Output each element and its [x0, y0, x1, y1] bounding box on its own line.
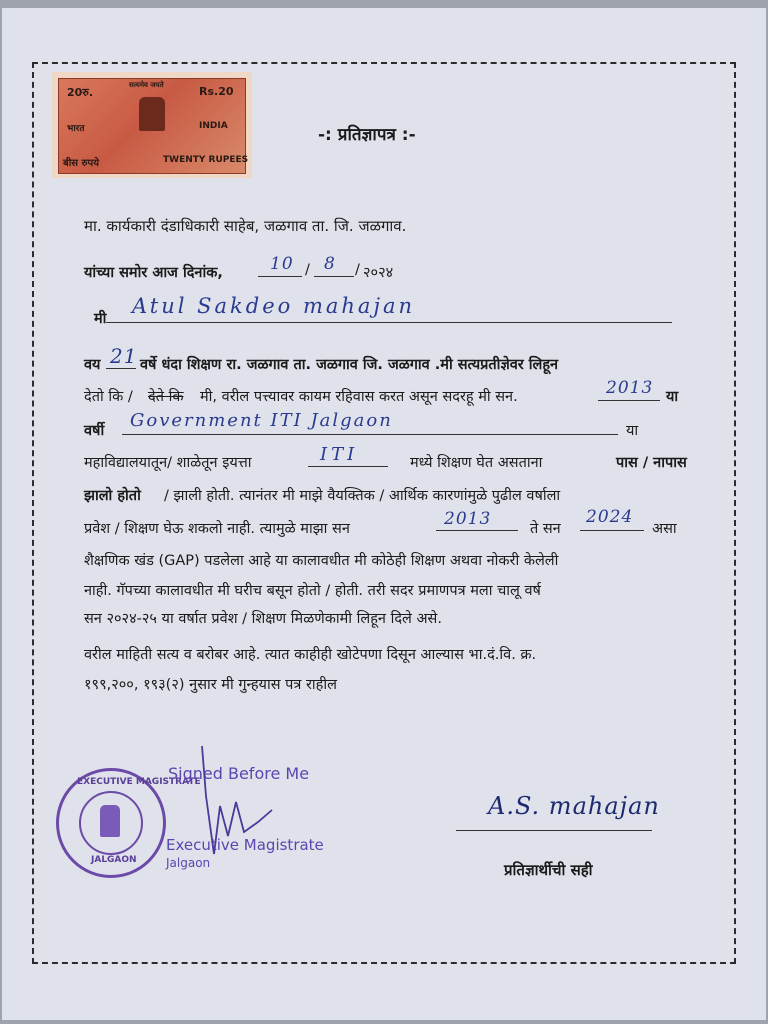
class-line: [308, 466, 388, 467]
emblem-icon: [139, 97, 165, 131]
paragraph-line-1: वर्षे धंदा शिक्षण रा. जळगाव ता. जळगाव जि. जळगाव .मी सत्यप्रतीज्ञेवर लिहून: [140, 357, 559, 373]
stamp-denomination-right: Rs.20: [199, 85, 234, 98]
stamp-denomination-left: 20रु.: [67, 86, 94, 99]
date-day-line: [258, 276, 302, 277]
institute-line: [122, 434, 618, 435]
magistrate-place: Jalgaon: [166, 856, 211, 870]
study-year: 2013: [606, 378, 654, 398]
gap-end-year: 2024: [586, 507, 634, 527]
p6-start: प्रवेश / शिक्षण घेऊ शकलो नाही. त्यामुळे माझा सन: [84, 521, 350, 537]
declaration-line-2: १९९,२००, १९३(२) नुसार मी गुन्हयास पत्र राहील: [84, 677, 337, 693]
signature-caption: प्रतिज्ञार्थीची सही: [504, 861, 593, 879]
declaration-line-1: वरील माहिती सत्य व बरोबर आहे. त्यात काहीही खोटेपणा दिसून आल्यास भा.दं.वि. क्र.: [84, 647, 537, 663]
institute-value: Government ITI Jalgaon: [130, 410, 393, 431]
stamp-paper-image: [52, 72, 252, 178]
paragraph-line-7: शैक्षणिक खंड (GAP) पडलेला आहे या कालावधीत मी कोठेही शिक्षण अथवा नोकरी केलेली: [84, 553, 559, 569]
p4-rest: मध्ये शिक्षण घेत असताना: [410, 455, 543, 471]
stamp-top-text: सत्यमेव जयते: [129, 81, 164, 89]
date-month: 8: [324, 254, 336, 274]
gap-start-year: 2013: [444, 509, 492, 529]
gap-end-line: [580, 530, 644, 531]
date-sep-2: /: [355, 262, 360, 278]
name-line: [106, 322, 672, 323]
paragraph-line-9: सन २०२४-२५ या वर्षात प्रवेश / शिक्षण मिळणेकामी लिहून दिले असे.: [84, 611, 442, 627]
age-value: 21: [110, 344, 138, 368]
p6-mid: ते सन: [530, 521, 561, 537]
p3-start: वर्षी: [84, 423, 105, 439]
class-value: ITI: [320, 444, 359, 465]
stamp-caption-right: TWENTY RUPEES: [163, 155, 249, 165]
age-label: वय: [84, 357, 101, 373]
date-prefix: यांच्या समोर आज दिनांक,: [84, 265, 223, 281]
applicant-signature: A.S. mahajan: [488, 792, 660, 820]
date-year: २०२४: [363, 265, 394, 281]
name-prefix: मी: [94, 311, 107, 327]
seal-ring-top: EXECUTIVE MAGISTRATE: [77, 777, 201, 787]
stamp-caption-left: बीस रुपये: [63, 158, 100, 169]
date-month-line: [314, 276, 354, 277]
document-title: -: प्रतिज्ञापत्र :-: [318, 125, 416, 145]
p6-end: असा: [652, 521, 677, 537]
stamp-design: [58, 78, 249, 174]
magistrate-seal: [56, 768, 201, 878]
p2-struck: देते कि: [148, 389, 184, 405]
date-sep-1: /: [305, 262, 310, 278]
addressee-line: मा. कार्यकारी दंडाधिकारी साहेब, जळगाव ता. जि. जळगाव.: [84, 217, 407, 235]
age-line: [106, 368, 136, 369]
stamp-text-left: भारत: [67, 124, 85, 134]
stamp-text-right: INDIA: [199, 121, 228, 131]
affidavit-sheet: [2, 8, 766, 1020]
seal-inner-ring: [79, 791, 143, 855]
p2-start: देतो कि /: [84, 389, 133, 405]
p5-bold: झालो होतो: [84, 488, 141, 504]
emblem-icon: [100, 805, 120, 837]
magistrate-designation: Executive Magistrate: [166, 836, 324, 854]
p4-bold: पास / नापास: [616, 455, 687, 471]
magistrate-signature-scribble: [180, 736, 290, 866]
p3-end: या: [626, 423, 639, 439]
name-value: Atul Sakdeo mahajan: [132, 294, 416, 318]
p2-rest: मी, वरील पत्त्यावर कायम रहिवास करत असून सदरहू मी सन.: [200, 389, 518, 405]
p2-end: या: [666, 389, 679, 405]
seal-ring-bottom: JALGAON: [91, 855, 137, 865]
date-day: 10: [270, 254, 294, 274]
signature-line: [456, 830, 652, 831]
signed-before-me: Signed Before Me: [168, 764, 310, 783]
study-year-line: [598, 400, 660, 401]
p5-rest: / झाली होती. त्यानंतर मी माझे वैयक्तिक / आर्थिक कारणांमुळे पुढील वर्षाला: [164, 488, 561, 504]
gap-start-line: [436, 530, 518, 531]
paragraph-line-8: नाही. गॅपच्या कालावधीत मी घरीच बसून होतो / होती. तरी सदर प्रमाणपत्र मला चालू वर्ष: [84, 583, 541, 599]
p4-start: महाविद्यालयातून/ शाळेतून इयत्ता: [84, 455, 252, 471]
